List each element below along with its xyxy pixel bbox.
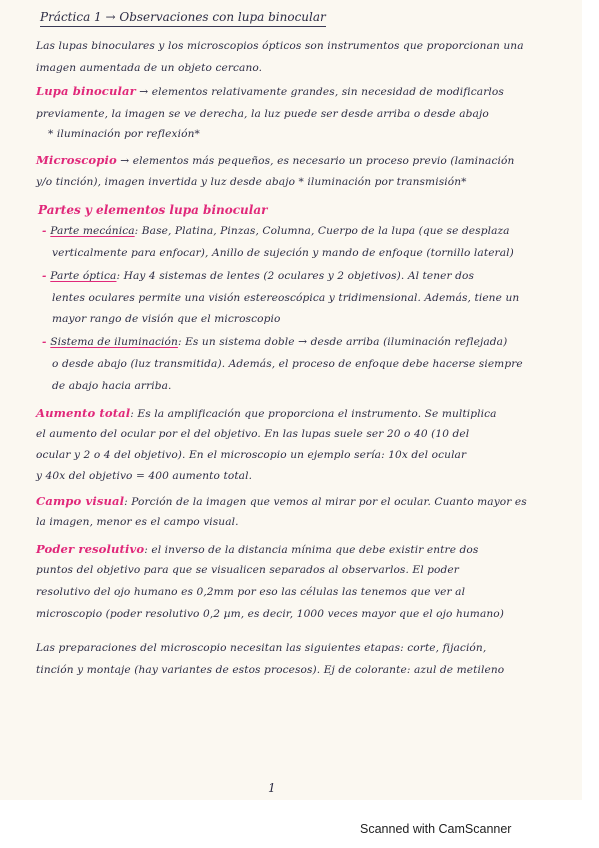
sistema-iluminacion-term: Sistema de iluminación xyxy=(50,336,178,348)
poder-resolutivo-line-3: resolutivo del ojo humano es 0,2mm por eso las células las tenemos que ver al xyxy=(36,586,466,598)
poder-resolutivo-term: Poder resolutivo xyxy=(36,542,145,556)
bullet-dash: - xyxy=(42,336,51,348)
aumento-total-line-2: el aumento del ocular por el del objetivo. En las lupas suele ser 20 o 40 (10 del xyxy=(36,428,470,440)
poder-resolutivo-line-4: microscopio (poder resolutivo 0,2 µm, es decir, 1000 veces mayor que el ojo humano) xyxy=(36,608,504,620)
lupa-line-3: * iluminación por reflexión* xyxy=(48,128,200,140)
title-underline xyxy=(40,6,326,27)
aumento-total-line-3: ocular y 2 o 4 del objetivo). En el microscopio un ejemplo sería: 10x del ocular xyxy=(36,449,467,461)
microscopio-line-2: y/o tinción), imagen invertida y luz desde abajo * iluminación por transmisión* xyxy=(36,176,467,188)
sistema-iluminacion-line-1: : Es un sistema doble → desde arriba (iluminación reflejada) xyxy=(177,336,508,348)
aumento-total xyxy=(36,406,497,420)
poder-resolutivo-line-2: puntos del objetivo para que se visualicen separados al observarlos. El poder xyxy=(36,564,459,576)
parte-optica-line-3: mayor rango de visión que el microscopio xyxy=(52,313,281,325)
parte-mecanica-term: Parte mecánica xyxy=(50,225,135,237)
parte-optica-line-2: lentes oculares permite una visión estereoscópica y tridimensional. Además, tiene un xyxy=(52,292,520,304)
aumento-total-line-1: : Es la amplificación que proporciona el instrumento. Se multiplica xyxy=(130,408,497,420)
bullet-dash: - xyxy=(42,225,51,237)
parte-mecanica-line-1: : Base, Platina, Pinzas, Columna, Cuerpo de la lupa (que se desplaza xyxy=(134,225,510,237)
aumento-total-term: Aumento total xyxy=(36,406,131,420)
intro-line-2: imagen aumentada de un objeto cercano. xyxy=(36,62,263,74)
partes-heading: Partes y elementos lupa binocular xyxy=(38,203,268,217)
intro-line-1: Las lupas binoculares y los microscopios ópticos son instrumentos que proporcionan una xyxy=(36,40,524,52)
lupa-line-2: previamente, la imagen se ve derecha, la luz puede ser desde arriba o desde abajo xyxy=(36,108,489,120)
parte-mecanica xyxy=(42,225,510,237)
sistema-iluminacion-line-3: de abajo hacia arriba. xyxy=(52,380,172,392)
preparaciones-line-2: tinción y montaje (hay variantes de estos procesos). Ej de colorante: azul de metileno xyxy=(36,664,505,676)
campo-visual-line-2: la imagen, menor es el campo visual. xyxy=(36,516,239,528)
poder-resolutivo xyxy=(36,542,478,556)
parte-optica xyxy=(42,270,474,282)
sistema-iluminacion xyxy=(42,336,507,348)
parte-optica-term: Parte óptica xyxy=(50,270,117,282)
page-title: Práctica 1 → Observaciones con lupa binocular xyxy=(40,10,326,24)
campo-visual xyxy=(36,494,527,508)
microscopio-line-1: → elementos más pequeños, es necesario un proceso previo (laminación xyxy=(116,155,515,167)
lupa-definition xyxy=(36,84,504,98)
lupa-line-1: → elementos relativamente grandes, sin necesidad de modificarlos xyxy=(135,86,504,98)
aumento-total-line-4: y 40x del objetivo = 400 aumento total. xyxy=(36,470,253,482)
bullet-dash: - xyxy=(42,270,51,282)
lupa-term: Lupa binocular xyxy=(36,84,136,98)
microscopio-definition xyxy=(36,153,514,167)
parte-optica-line-1: : Hay 4 sistemas de lentes (2 oculares y 2 objetivos). Al tener dos xyxy=(116,270,475,282)
campo-visual-term: Campo visual xyxy=(36,494,125,508)
page-number: 1 xyxy=(268,781,276,795)
campo-visual-line-1: : Porción de la imagen que vemos al mirar por el ocular. Cuanto mayor es xyxy=(124,496,527,508)
poder-resolutivo-line-1: : el inverso de la distancia mínima que debe existir entre dos xyxy=(144,544,479,556)
camscanner-watermark: Scanned with CamScanner xyxy=(360,822,512,836)
microscopio-term: Microscopio xyxy=(36,153,117,167)
parte-mecanica-line-2: verticalmente para enfocar), Anillo de sujeción y mando de enfoque (tornillo lateral) xyxy=(52,247,514,259)
preparaciones-line-1: Las preparaciones del microscopio necesitan las siguientes etapas: corte, fijación, xyxy=(36,642,487,654)
sistema-iluminacion-line-2: o desde abajo (luz transmitida). Además, el proceso de enfoque debe hacerse siempre xyxy=(52,358,523,370)
